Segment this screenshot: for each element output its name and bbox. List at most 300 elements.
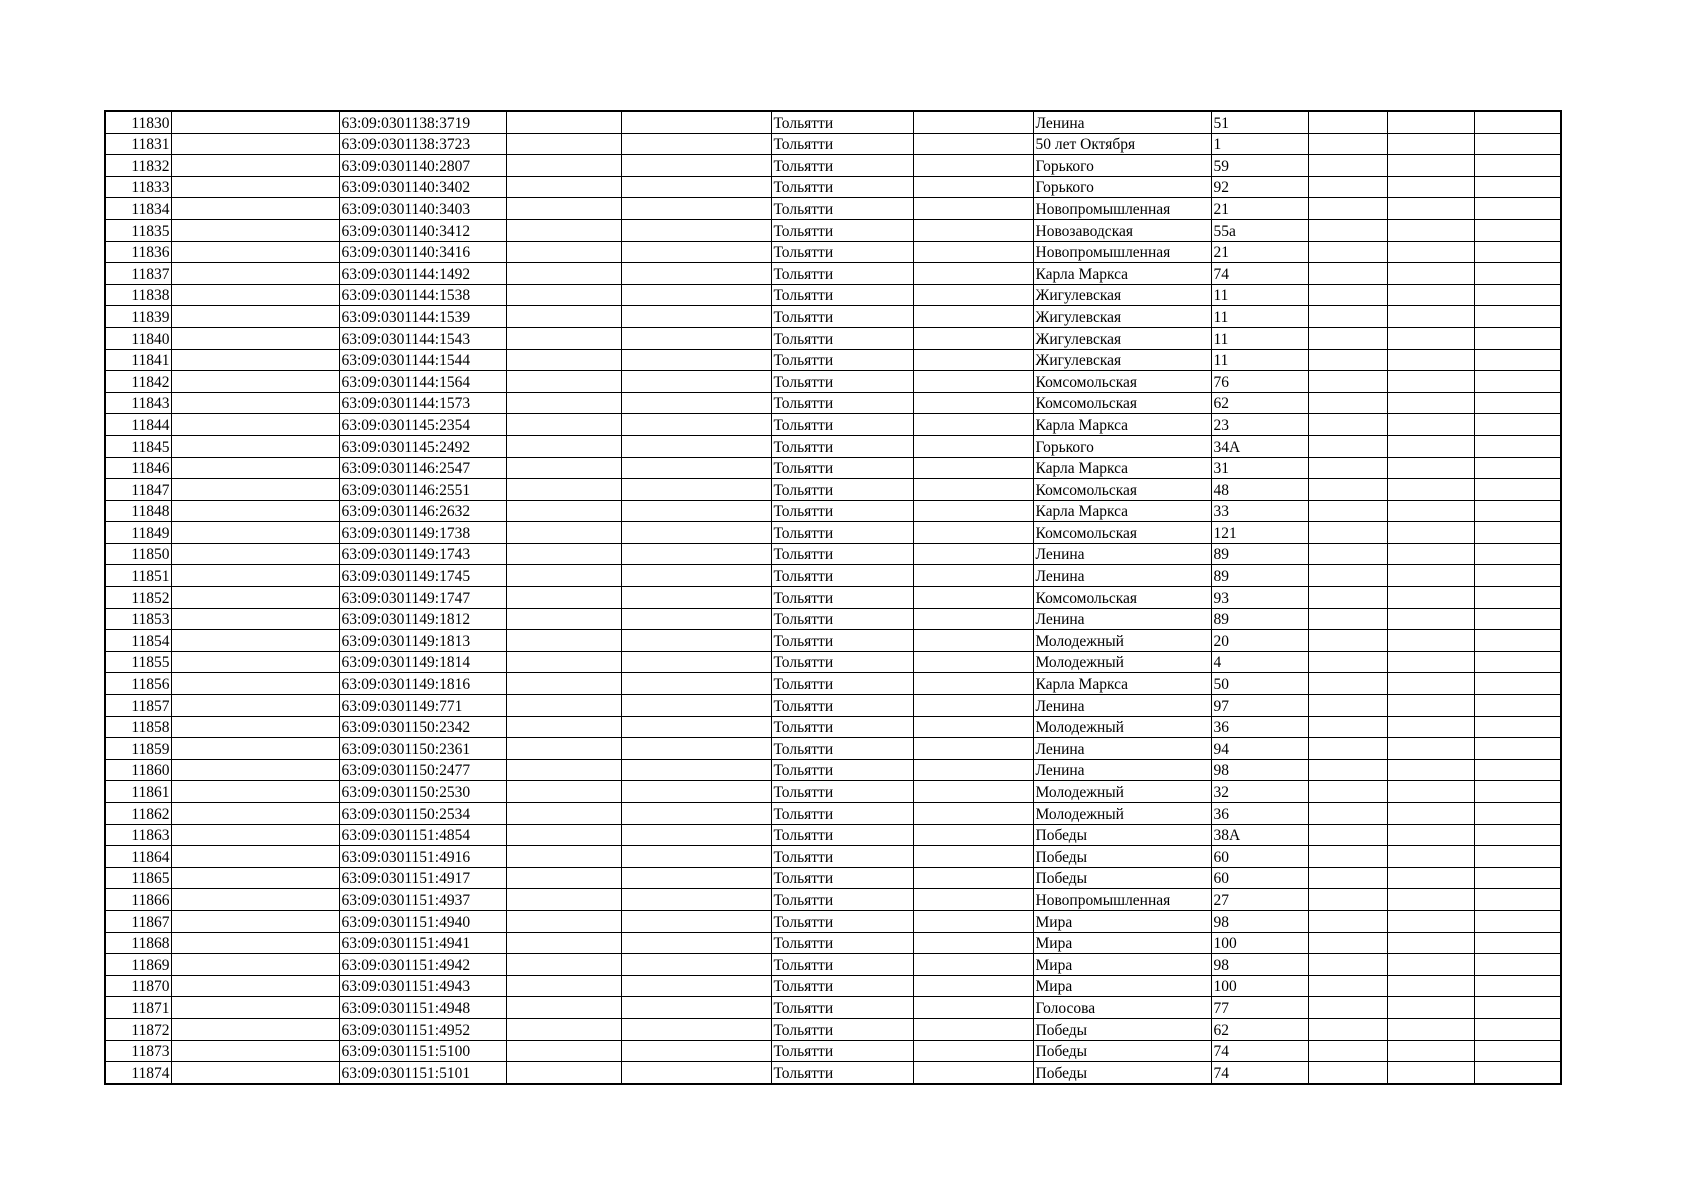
cell-empty: [171, 306, 339, 328]
cell-empty: [506, 954, 621, 976]
cell-empty: [506, 392, 621, 414]
cell-empty: [1387, 608, 1474, 630]
cell-row-number: 11848: [105, 500, 171, 522]
cell-cadastral-number: 63:09:0301151:4943: [339, 975, 506, 997]
cell-empty: [1474, 155, 1561, 177]
cell-empty: [621, 479, 771, 501]
cell-empty: [621, 306, 771, 328]
cell-cadastral-number: 63:09:0301144:1544: [339, 349, 506, 371]
cell-empty: [1387, 932, 1474, 954]
cell-empty: [171, 932, 339, 954]
cell-cadastral-number: 63:09:0301150:2477: [339, 759, 506, 781]
cell-house: 50: [1211, 673, 1308, 695]
cell-empty: [1474, 414, 1561, 436]
table-row: [105, 1018, 1561, 1040]
table-row: [105, 263, 1561, 285]
cell-empty: [621, 565, 771, 587]
cell-empty: [506, 198, 621, 220]
cell-empty: [506, 1018, 621, 1040]
table-row: [105, 695, 1561, 717]
cell-empty: [913, 543, 1033, 565]
cell-empty: [506, 479, 621, 501]
cell-empty: [913, 392, 1033, 414]
cell-street: Ленина: [1033, 565, 1211, 587]
table-row: [105, 111, 1561, 133]
cell-empty: [171, 479, 339, 501]
cell-empty: [1387, 954, 1474, 976]
cell-empty: [1308, 716, 1387, 738]
cell-empty: [1387, 673, 1474, 695]
table-row: [105, 198, 1561, 220]
cell-empty: [506, 414, 621, 436]
cell-house: 27: [1211, 889, 1308, 911]
cell-empty: [1387, 327, 1474, 349]
cell-house: 38А: [1211, 824, 1308, 846]
cell-cadastral-number: 63:09:0301151:4917: [339, 867, 506, 889]
cell-house: 55а: [1211, 219, 1308, 241]
cell-city: Тольятти: [771, 910, 913, 932]
cell-empty: [171, 867, 339, 889]
cell-empty: [1474, 263, 1561, 285]
table-row: [105, 565, 1561, 587]
cell-empty: [621, 889, 771, 911]
cell-house: 98: [1211, 954, 1308, 976]
cell-empty: [506, 327, 621, 349]
cell-empty: [171, 219, 339, 241]
cell-row-number: 11859: [105, 738, 171, 760]
cell-row-number: 11858: [105, 716, 171, 738]
cell-empty: [1474, 500, 1561, 522]
cell-empty: [1474, 910, 1561, 932]
cell-empty: [621, 435, 771, 457]
cell-cadastral-number: 63:09:0301140:3412: [339, 219, 506, 241]
cell-empty: [171, 781, 339, 803]
cell-empty: [171, 392, 339, 414]
table-row: [105, 155, 1561, 177]
cell-city: Тольятти: [771, 241, 913, 263]
cell-city: Тольятти: [771, 932, 913, 954]
cell-empty: [1474, 608, 1561, 630]
table-row: [105, 306, 1561, 328]
cell-empty: [1387, 522, 1474, 544]
cell-city: Тольятти: [771, 630, 913, 652]
cell-empty: [1308, 630, 1387, 652]
cell-empty: [621, 327, 771, 349]
cell-empty: [506, 500, 621, 522]
cell-empty: [621, 716, 771, 738]
cell-empty: [171, 716, 339, 738]
cell-row-number: 11862: [105, 803, 171, 825]
cell-empty: [621, 608, 771, 630]
cell-city: Тольятти: [771, 284, 913, 306]
cell-empty: [171, 435, 339, 457]
cell-empty: [1387, 198, 1474, 220]
cell-empty: [1308, 1040, 1387, 1062]
cell-empty: [621, 219, 771, 241]
table-body: [105, 111, 1561, 1084]
cell-row-number: 11839: [105, 306, 171, 328]
cell-empty: [171, 889, 339, 911]
cell-street: Ленина: [1033, 738, 1211, 760]
cell-street: Карла Маркса: [1033, 414, 1211, 436]
table-row: [105, 738, 1561, 760]
cell-empty: [506, 457, 621, 479]
cell-street: Новопромышленная: [1033, 889, 1211, 911]
cell-city: Тольятти: [771, 392, 913, 414]
table-row: [105, 846, 1561, 868]
cell-empty: [621, 111, 771, 133]
cell-empty: [171, 975, 339, 997]
cell-empty: [913, 824, 1033, 846]
cell-house: 94: [1211, 738, 1308, 760]
cell-empty: [913, 176, 1033, 198]
cell-empty: [506, 997, 621, 1019]
cell-empty: [171, 695, 339, 717]
cell-row-number: 11873: [105, 1040, 171, 1062]
cell-cadastral-number: 63:09:0301138:3719: [339, 111, 506, 133]
cell-empty: [506, 241, 621, 263]
cell-house: 100: [1211, 932, 1308, 954]
cell-empty: [171, 910, 339, 932]
cell-empty: [913, 565, 1033, 587]
table-row: [105, 824, 1561, 846]
cell-city: Тольятти: [771, 479, 913, 501]
cell-empty: [171, 198, 339, 220]
cell-empty: [171, 587, 339, 609]
cell-row-number: 11837: [105, 263, 171, 285]
cell-empty: [1308, 435, 1387, 457]
table-row: [105, 392, 1561, 414]
cell-house: 89: [1211, 565, 1308, 587]
cell-city: Тольятти: [771, 219, 913, 241]
cell-empty: [913, 781, 1033, 803]
cell-empty: [621, 155, 771, 177]
cell-cadastral-number: 63:09:0301149:1814: [339, 651, 506, 673]
table-row: [105, 241, 1561, 263]
cell-empty: [1474, 198, 1561, 220]
cell-empty: [621, 910, 771, 932]
cell-cadastral-number: 63:09:0301150:2342: [339, 716, 506, 738]
cell-empty: [913, 738, 1033, 760]
cell-city: Тольятти: [771, 263, 913, 285]
table-row: [105, 327, 1561, 349]
cell-house: 74: [1211, 1040, 1308, 1062]
table-row: [105, 889, 1561, 911]
cell-city: Тольятти: [771, 522, 913, 544]
cell-empty: [913, 155, 1033, 177]
cell-empty: [621, 1018, 771, 1040]
cell-empty: [621, 500, 771, 522]
cell-row-number: 11861: [105, 781, 171, 803]
cell-empty: [506, 651, 621, 673]
cell-row-number: 11874: [105, 1062, 171, 1084]
cell-row-number: 11834: [105, 198, 171, 220]
table-row: [105, 543, 1561, 565]
cell-row-number: 11844: [105, 414, 171, 436]
cell-house: 100: [1211, 975, 1308, 997]
cell-empty: [1308, 155, 1387, 177]
cell-empty: [1474, 781, 1561, 803]
cell-empty: [913, 1018, 1033, 1040]
cell-house: 98: [1211, 910, 1308, 932]
cell-empty: [621, 738, 771, 760]
cell-empty: [1308, 133, 1387, 155]
cell-city: Тольятти: [771, 133, 913, 155]
cell-empty: [1474, 846, 1561, 868]
cell-empty: [1308, 975, 1387, 997]
cell-city: Тольятти: [771, 716, 913, 738]
cell-empty: [171, 111, 339, 133]
cell-empty: [913, 198, 1033, 220]
cell-city: Тольятти: [771, 1062, 913, 1084]
cell-row-number: 11846: [105, 457, 171, 479]
cell-house: 11: [1211, 327, 1308, 349]
cell-empty: [621, 975, 771, 997]
cell-empty: [1474, 889, 1561, 911]
cell-house: 98: [1211, 759, 1308, 781]
cell-empty: [1387, 759, 1474, 781]
cell-house: 36: [1211, 803, 1308, 825]
cell-empty: [506, 608, 621, 630]
cell-empty: [1308, 759, 1387, 781]
cell-house: 23: [1211, 414, 1308, 436]
cell-house: 4: [1211, 651, 1308, 673]
cell-empty: [1474, 824, 1561, 846]
cell-empty: [506, 910, 621, 932]
table-row: [105, 522, 1561, 544]
data-table: [104, 110, 1562, 1085]
cell-empty: [621, 695, 771, 717]
cell-street: Горького: [1033, 155, 1211, 177]
cell-empty: [171, 414, 339, 436]
cell-row-number: 11838: [105, 284, 171, 306]
cell-row-number: 11845: [105, 435, 171, 457]
cell-house: 48: [1211, 479, 1308, 501]
cell-empty: [171, 349, 339, 371]
cell-empty: [1387, 867, 1474, 889]
cell-empty: [171, 824, 339, 846]
cell-cadastral-number: 63:09:0301146:2551: [339, 479, 506, 501]
cell-empty: [913, 414, 1033, 436]
cell-empty: [506, 846, 621, 868]
cell-empty: [913, 867, 1033, 889]
cell-empty: [913, 306, 1033, 328]
cell-street: Комсомольская: [1033, 587, 1211, 609]
cell-empty: [171, 759, 339, 781]
cell-house: 74: [1211, 263, 1308, 285]
cell-city: Тольятти: [771, 198, 913, 220]
cell-empty: [621, 587, 771, 609]
cell-empty: [171, 371, 339, 393]
cell-street: Победы: [1033, 1062, 1211, 1084]
cell-house: 1: [1211, 133, 1308, 155]
cell-city: Тольятти: [771, 975, 913, 997]
cell-empty: [913, 263, 1033, 285]
cell-cadastral-number: 63:09:0301149:1738: [339, 522, 506, 544]
cell-city: Тольятти: [771, 327, 913, 349]
cell-house: 20: [1211, 630, 1308, 652]
cell-empty: [913, 371, 1033, 393]
cell-empty: [1308, 824, 1387, 846]
cell-house: 21: [1211, 241, 1308, 263]
table-row: [105, 975, 1561, 997]
cell-street: Ленина: [1033, 543, 1211, 565]
cell-empty: [506, 565, 621, 587]
cell-cadastral-number: 63:09:0301151:4952: [339, 1018, 506, 1040]
cell-row-number: 11856: [105, 673, 171, 695]
cell-empty: [913, 241, 1033, 263]
cell-street: Ленина: [1033, 111, 1211, 133]
cell-city: Тольятти: [771, 111, 913, 133]
cell-empty: [621, 932, 771, 954]
cell-cadastral-number: 63:09:0301140:3403: [339, 198, 506, 220]
cell-empty: [1474, 997, 1561, 1019]
cell-empty: [1387, 306, 1474, 328]
cell-city: Тольятти: [771, 414, 913, 436]
cell-street: Мира: [1033, 954, 1211, 976]
cell-house: 62: [1211, 1018, 1308, 1040]
cell-house: 97: [1211, 695, 1308, 717]
cell-city: Тольятти: [771, 846, 913, 868]
cell-city: Тольятти: [771, 824, 913, 846]
cell-empty: [1387, 392, 1474, 414]
cell-empty: [621, 846, 771, 868]
cell-empty: [913, 522, 1033, 544]
cell-empty: [1474, 1018, 1561, 1040]
cell-empty: [1474, 716, 1561, 738]
cell-empty: [1308, 608, 1387, 630]
cell-row-number: 11857: [105, 695, 171, 717]
cell-empty: [171, 284, 339, 306]
cell-empty: [1308, 306, 1387, 328]
cell-empty: [171, 1062, 339, 1084]
cell-house: 74: [1211, 1062, 1308, 1084]
table-row: [105, 910, 1561, 932]
cell-city: Тольятти: [771, 738, 913, 760]
table-row: [105, 1062, 1561, 1084]
cell-house: 11: [1211, 349, 1308, 371]
cell-empty: [506, 133, 621, 155]
cell-empty: [1474, 241, 1561, 263]
cell-city: Тольятти: [771, 759, 913, 781]
cell-city: Тольятти: [771, 587, 913, 609]
cell-cadastral-number: 63:09:0301151:4854: [339, 824, 506, 846]
cell-row-number: 11860: [105, 759, 171, 781]
cell-street: Ленина: [1033, 759, 1211, 781]
cell-row-number: 11853: [105, 608, 171, 630]
cell-empty: [171, 522, 339, 544]
cell-empty: [913, 651, 1033, 673]
table-row: [105, 133, 1561, 155]
cell-empty: [621, 997, 771, 1019]
cell-street: Ленина: [1033, 695, 1211, 717]
cell-row-number: 11835: [105, 219, 171, 241]
cell-empty: [171, 1018, 339, 1040]
cell-city: Тольятти: [771, 500, 913, 522]
cell-row-number: 11863: [105, 824, 171, 846]
cell-house: 11: [1211, 306, 1308, 328]
cell-city: Тольятти: [771, 651, 913, 673]
cell-empty: [506, 435, 621, 457]
cell-empty: [1387, 176, 1474, 198]
cell-empty: [1308, 522, 1387, 544]
cell-empty: [1308, 349, 1387, 371]
cell-empty: [171, 155, 339, 177]
cell-empty: [506, 781, 621, 803]
cell-cadastral-number: 63:09:0301145:2492: [339, 435, 506, 457]
cell-cadastral-number: 63:09:0301149:771: [339, 695, 506, 717]
cell-city: Тольятти: [771, 1040, 913, 1062]
cell-empty: [621, 263, 771, 285]
cell-street: Жигулевская: [1033, 349, 1211, 371]
cell-empty: [1308, 543, 1387, 565]
cell-house: 36: [1211, 716, 1308, 738]
cell-empty: [1474, 651, 1561, 673]
cell-cadastral-number: 63:09:0301144:1538: [339, 284, 506, 306]
cell-empty: [506, 587, 621, 609]
cell-city: Тольятти: [771, 997, 913, 1019]
table-row: [105, 867, 1561, 889]
cell-empty: [171, 608, 339, 630]
table-row: [105, 781, 1561, 803]
cell-empty: [1387, 284, 1474, 306]
cell-empty: [1387, 414, 1474, 436]
cell-house: 60: [1211, 867, 1308, 889]
cell-empty: [506, 155, 621, 177]
table-row: [105, 997, 1561, 1019]
cell-empty: [171, 673, 339, 695]
cell-empty: [1308, 392, 1387, 414]
cell-empty: [621, 543, 771, 565]
cell-empty: [1308, 673, 1387, 695]
cell-empty: [506, 932, 621, 954]
cell-empty: [621, 392, 771, 414]
cell-empty: [1387, 587, 1474, 609]
cell-empty: [1387, 1040, 1474, 1062]
cell-city: Тольятти: [771, 695, 913, 717]
cell-empty: [171, 630, 339, 652]
cell-empty: [506, 803, 621, 825]
cell-house: 21: [1211, 198, 1308, 220]
table-row: [105, 457, 1561, 479]
cell-empty: [913, 630, 1033, 652]
cell-street: Комсомольская: [1033, 522, 1211, 544]
cell-empty: [1474, 457, 1561, 479]
cell-empty: [1308, 219, 1387, 241]
cell-empty: [913, 803, 1033, 825]
cell-row-number: 11865: [105, 867, 171, 889]
cell-row-number: 11831: [105, 133, 171, 155]
cell-cadastral-number: 63:09:0301150:2534: [339, 803, 506, 825]
cell-street: Победы: [1033, 1040, 1211, 1062]
cell-empty: [1474, 543, 1561, 565]
table-row: [105, 479, 1561, 501]
cell-cadastral-number: 63:09:0301151:4941: [339, 932, 506, 954]
cell-empty: [621, 522, 771, 544]
cell-empty: [1474, 306, 1561, 328]
cell-city: Тольятти: [771, 781, 913, 803]
cell-empty: [621, 241, 771, 263]
cell-empty: [1474, 975, 1561, 997]
table-row: [105, 414, 1561, 436]
cell-house: 93: [1211, 587, 1308, 609]
cell-house: 34А: [1211, 435, 1308, 457]
cell-row-number: 11843: [105, 392, 171, 414]
cell-house: 11: [1211, 284, 1308, 306]
cell-empty: [506, 111, 621, 133]
cell-empty: [1474, 1040, 1561, 1062]
cell-empty: [1474, 111, 1561, 133]
